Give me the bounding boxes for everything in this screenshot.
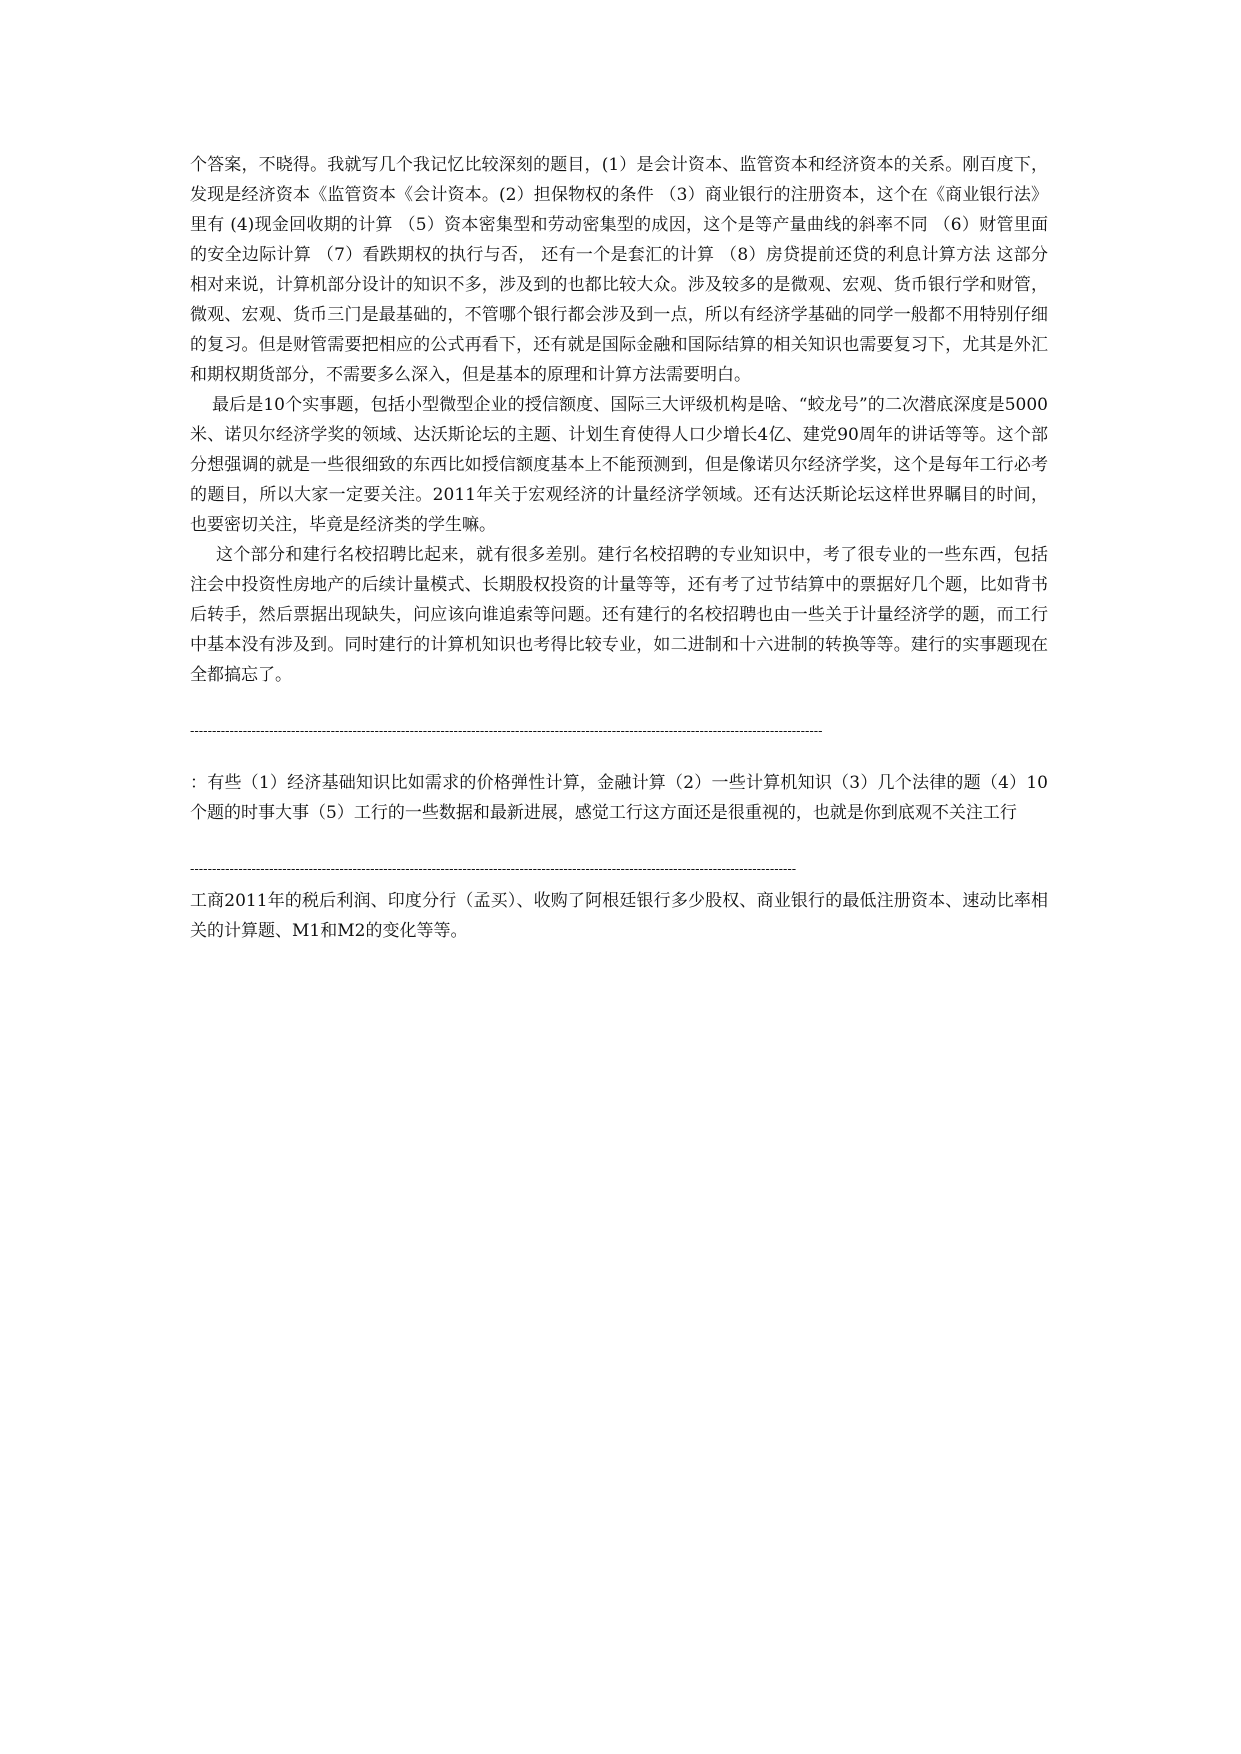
separator-line-1: ------------------------------------------------------------------------------------------------------------------------------------------------ [190,724,823,739]
paragraph-1: 个答案，不晓得。我就写几个我记忆比较深刻的题目，(1）是会计资本、监管资本和经济资本的关系。刚百度下，发现是经济资本《监管资本《会计资本。(2）担保物权的条件 （3）商业银行的注册资本，这个在《商业银行法》里有 (4)现金回收期的计算 （5）资本密集型和劳动密集型的成因，这个是等产量曲线的斜率不同 （6）财管里面的安全边际计算 （7）看跌期权的执行与否， 还有一个是套汇的计算 （8）房贷提前还贷的利息计算方法 这部分相对来说，计算机部分设计的知识不多，涉及到的也都比较大众。涉及较多的是微观、宏观、货币银行学和财管，微观、宏观、货币三门是最基础的，不管哪个银行都会涉及到一点，所以有经济学基础的同学一般都不用特别仔细的复习。但是财管需要把相应的公式再看下，还有就是国际金融和国际结算的相关知识也需要复习下，尤其是外汇和期权期货部分，不需要多么深入，但是基本的原理和计算方法需要明白。 [190,155,1048,385]
paragraph-4: ：有些（1）经济基础知识比如需求的价格弹性计算，金融计算（2）一些计算机知识（3）几个法律的题（4）10个题的时事大事（5）工行的一些数据和最新进展，感觉工行这方面还是很重视的，也就是你到底观不关注工行 [190,773,1048,823]
paragraph-2: 最后是10个实事题，包括小型微型企业的授信额度、国际三大评级机构是啥、“蛟龙号”的二次潜底深度是5000米、诺贝尔经济学奖的领域、达沃斯论坛的主题、计划生育使得人口少增长4亿、建党90周年的讲话等等。这个部分想强调的就是一些很细致的东西比如授信额度基本上不能预测到，但是像诺贝尔经济学奖，这个是每年工行必考的题目，所以大家一定要关注。2011年关于宏观经济的计量经济学领域。还有达沃斯论坛这样世界瞩目的时间，也要密切关注，毕竟是经济类的学生嘛。 [190,395,1048,535]
paragraph-5: 工商2011年的税后利润、印度分行（孟买）、收购了阿根廷银行多少股权、商业银行的最低注册资本、速动比率相关的计算题、M1和M2的变化等等。 [190,891,1048,941]
document-body [190,150,1048,946]
paragraph-3: 这个部分和建行名校招聘比起来，就有很多差别。建行名校招聘的专业知识中，考了很专业的一些东西，包括注会中投资性房地产的后续计量模式、长期股权投资的计量等等，还有考了过节结算中的票据好几个题，比如背书后转手，然后票据出现缺失，问应该向谁追索等问题。还有建行的名校招聘也由一些关于计量经济学的题，而工行中基本没有涉及到。同时建行的计算机知识也考得比较专业，如二进制和十六进制的转换等等。建行的实事题现在全都搞忘了。 [190,545,1048,685]
separator-line-2: ------------------------------------------------------------------------------------------------------------------------------------------ [190,862,797,877]
